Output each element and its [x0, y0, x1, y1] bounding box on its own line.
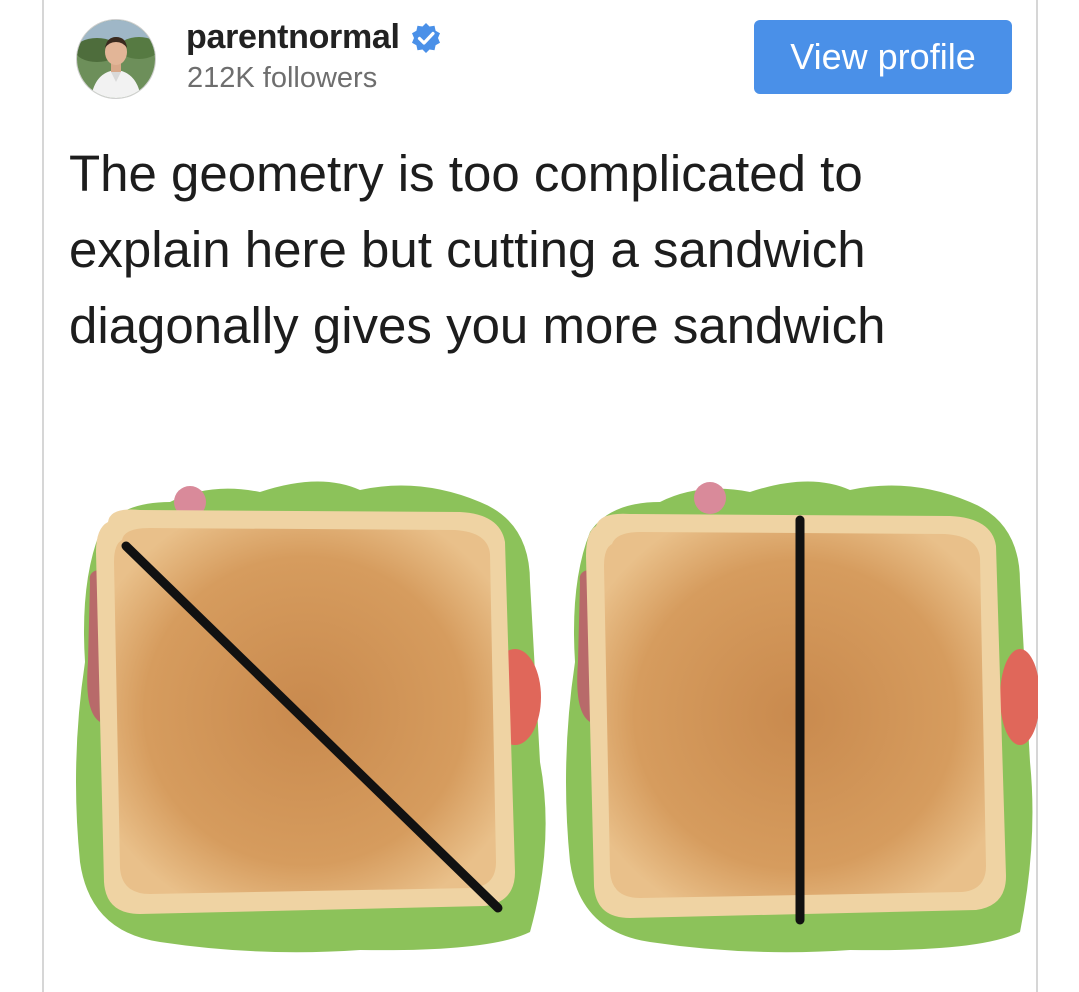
follower-count: 212K followers	[187, 62, 378, 94]
verified-badge-icon	[410, 22, 442, 54]
post-text: The geometry is too complicated to explain here but cutting a sandwich diagonally gives you more sandwich	[69, 145, 886, 354]
avatar[interactable]	[76, 19, 156, 99]
view-profile-button[interactable]: View profile	[754, 20, 1012, 94]
post-image[interactable]	[60, 462, 1038, 992]
username[interactable]: parentnormal	[186, 18, 400, 56]
username-row[interactable]	[186, 18, 442, 57]
sandwich-diagonal-cut	[76, 481, 546, 952]
avatar-photo-icon	[77, 20, 155, 98]
sandwich-vertical-cut	[566, 481, 1038, 952]
